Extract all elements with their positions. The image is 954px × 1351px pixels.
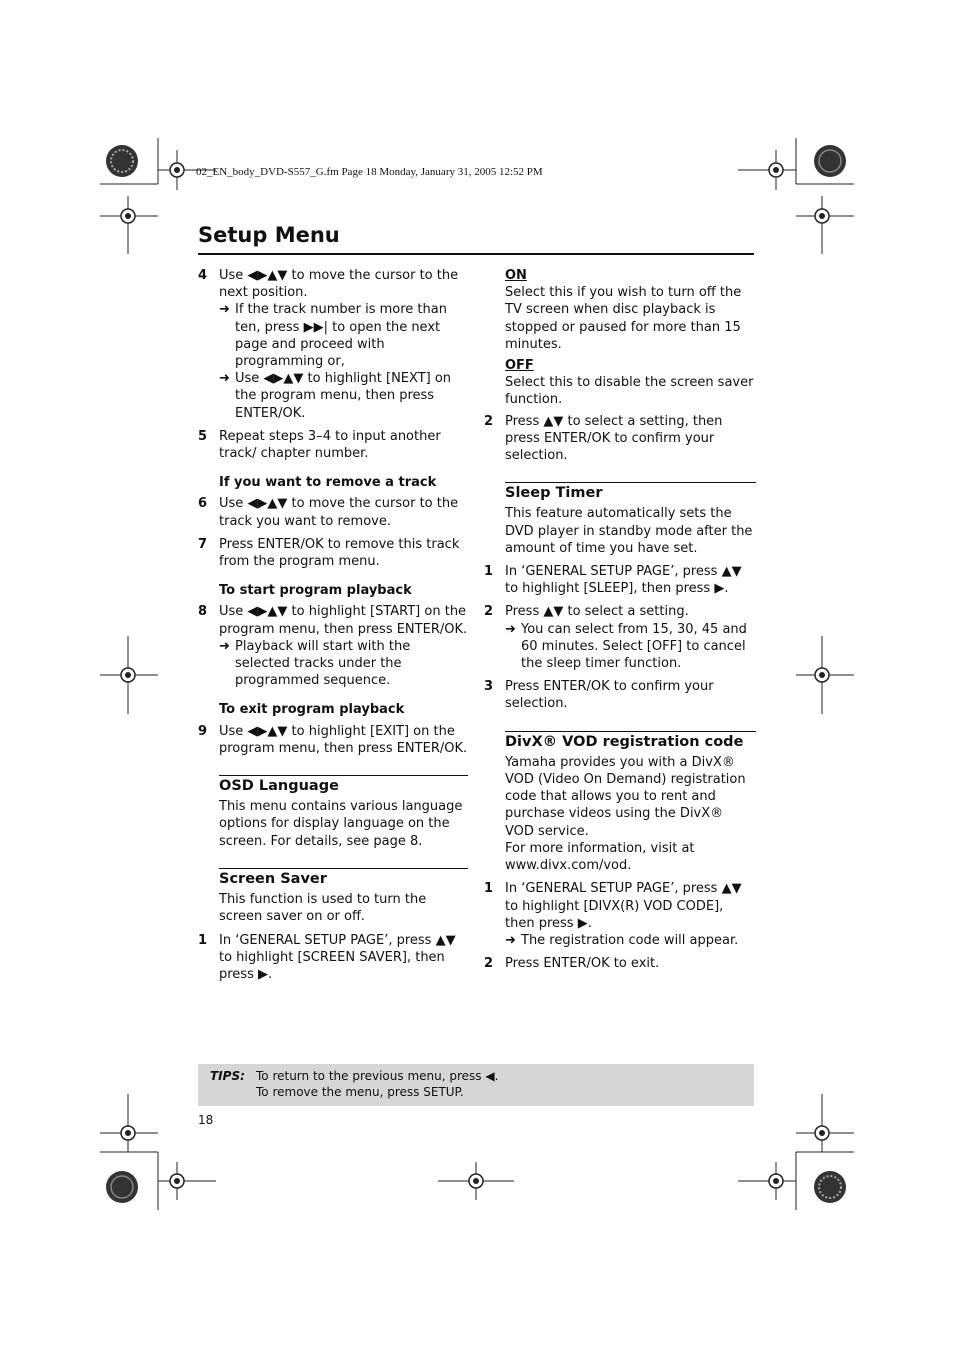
section-divx-vod (505, 731, 756, 875)
section-body: This function is used to turn the screen saver on or off. (219, 892, 427, 925)
tips-label: TIPS: (210, 1069, 245, 1083)
sleep-step-3: 3 Press ENTER/OK to confirm your selection. (484, 678, 756, 712)
step-text: Use ◀▶▲▼ to highlight [START] on the program menu, then press ENTER/OK. (219, 604, 468, 637)
file-header: 02_EN_body_DVD-S557_G.fm Page 18 Monday, January 31, 2005 12:52 PM (196, 166, 543, 178)
step-5: 5 Repeat steps 3–4 to input another track/ chapter number. (198, 428, 468, 462)
subheading-remove-track: If you want to remove a track (219, 475, 437, 491)
section-osd-language (219, 775, 468, 850)
tips-line-1: To return to the previous menu, press ◀. (256, 1069, 499, 1083)
title-rule (198, 253, 754, 255)
note: ➜ You can select from 15, 30, 45 and 60 minutes. Select [OFF] to cancel the sleep timer function. (505, 621, 747, 672)
section-title: OSD Language (219, 778, 339, 795)
tips-line-2: To remove the menu, press SETUP. (256, 1085, 464, 1099)
left-column (198, 267, 468, 989)
step-text: Press ▲▼ to select a setting, then press ENTER/OK to confirm your selection. (505, 413, 723, 464)
section-body: Yamaha provides you with a DivX® VOD (Video On Demand) registration code that allows you to rent and purchase videos using the DivX® VOD service. (505, 754, 746, 839)
option-off-body: Select this to disable the screen saver function. (505, 375, 754, 408)
section-body-more: For more information, visit at www.divx.com/vod. (505, 840, 695, 874)
option-off-heading: OFF (505, 358, 534, 374)
sleep-step-2: 2 Press ▲▼ to select a setting. ➜ You can select from 15, 30, 45 and 60 minutes. Select [OFF] to cancel the sleep timer function. (484, 603, 756, 672)
step-text: In ‘GENERAL SETUP PAGE’, press ▲▼ to highlight [SLEEP], then press ▶. (505, 564, 742, 597)
section-title: DivX® VOD registration code (505, 733, 744, 750)
subheading-start-playback: To start program playback (219, 583, 412, 599)
step-text: Use ◀▶▲▼ to highlight [EXIT] on the program menu, then press ENTER/OK. (219, 723, 468, 756)
step-9: 9 Use ◀▶▲▼ to highlight [EXIT] on the program menu, then press ENTER/OK. (198, 723, 468, 756)
step-6: 6 Use ◀▶▲▼ to move the cursor to the track you want to remove. (198, 495, 468, 529)
section-title: Sleep Timer (505, 485, 603, 502)
step-text: Press ENTER/OK to remove this track from the program menu. (219, 536, 460, 570)
page-number: 18 (198, 1113, 214, 1127)
option-on-heading: ON (505, 268, 527, 283)
divx-step-1: 1 In ‘GENERAL SETUP PAGE’, press ▲▼ to highlight [DIVX(R) VOD CODE], then press ▶. ➜ The registration code will appear. (484, 880, 756, 949)
step-text: Use ◀▶▲▼ to move the cursor to the track you want to remove. (219, 496, 459, 529)
divx-step-2: 2 Press ENTER/OK to exit. (484, 955, 756, 972)
section-body: This feature automatically sets the DVD player in standby mode after the amount of time you have set. (505, 506, 753, 556)
step-text: In ‘GENERAL SETUP PAGE’, press ▲▼ to highlight [SCREEN SAVER], then press ▶. (219, 932, 456, 982)
page-title: Setup Menu (198, 223, 340, 247)
step-text: Repeat steps 3–4 to input another track/ chapter number. (219, 428, 441, 462)
screen-saver-step-2: 2 Press ▲▼ to select a setting, then press ENTER/OK to confirm your selection. (484, 413, 756, 465)
section-screen-saver (219, 868, 468, 926)
sleep-step-1: 1 In ‘GENERAL SETUP PAGE’, press ▲▼ to highlight [SLEEP], then press ▶. (484, 563, 756, 597)
note: ➜ Use ◀▶▲▼ to highlight [NEXT] on the program menu, then press ENTER/OK. (219, 371, 452, 421)
step-8: 8 Use ◀▶▲▼ to highlight [START] on the program menu, then press ENTER/OK. ➜ Playback will start with the selected tracks under the programmed sequence. (198, 604, 468, 689)
subheading-exit-playback: To exit program playback (219, 702, 405, 718)
step-text: Use ◀▶▲▼ to move the cursor to the next position. (219, 268, 459, 301)
note: ➜ The registration code will appear. (505, 932, 739, 948)
step-7: 7 Press ENTER/OK to remove this track from the program menu. (198, 536, 468, 570)
section-title: Screen Saver (219, 870, 327, 887)
screen-saver-step-1: 1 In ‘GENERAL SETUP PAGE’, press ▲▼ to highlight [SCREEN SAVER], then press ▶. (198, 932, 468, 984)
step-text: Press ▲▼ to select a setting. (505, 604, 689, 620)
step-text: In ‘GENERAL SETUP PAGE’, press ▲▼ to highlight [DIVX(R) VOD CODE], then press ▶. (505, 881, 742, 931)
section-sleep-timer (505, 482, 756, 557)
right-column (484, 267, 756, 978)
step-text: Press ENTER/OK to confirm your selection. (505, 679, 714, 712)
step-4: 4 Use ◀▶▲▼ to move the cursor to the next position. ➜ If the track number is more than ten, press ▶▶| to open the next page and proceed with programming or, ➜ Use ◀▶▲▼ to highlight [NEXT] on the program menu, then press ENTER/OK. (198, 267, 468, 422)
option-on-body: Select this if you wish to turn off the TV screen when disc playback is stopped or paused for more than 15 minutes. (505, 285, 742, 352)
section-body: This menu contains various language options for display language on the screen. For details, see page 8. (219, 799, 463, 849)
note: ➜ If the track number is more than ten, press ▶▶| to open the next page and proceed with programming or, (219, 302, 447, 370)
note: ➜ Playback will start with the selected tracks under the programmed sequence. (219, 638, 411, 689)
step-text: Press ENTER/OK to exit. (505, 956, 660, 972)
